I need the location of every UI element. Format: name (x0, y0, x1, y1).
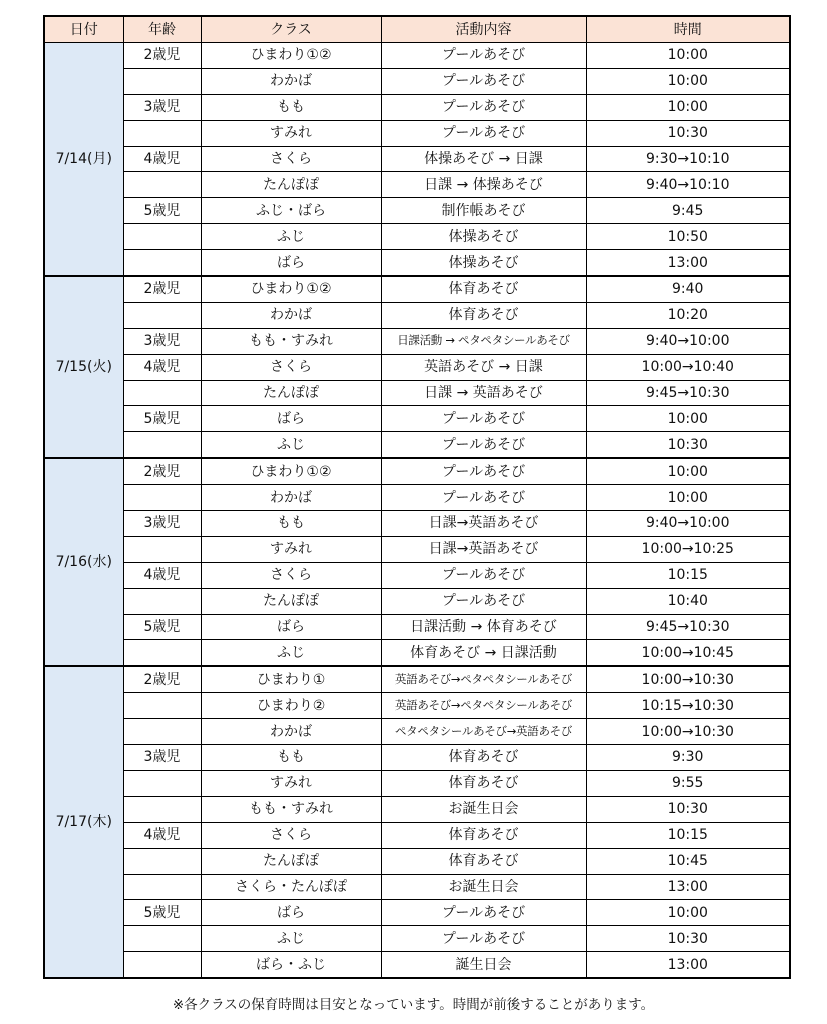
table-row (44, 68, 790, 94)
activity-cell: 日課→英語あそび (381, 511, 586, 537)
time-cell: 13:00 (586, 250, 790, 276)
activity-cell: お誕生日会 (381, 796, 586, 822)
activity-cell: 日課→英語あそび (381, 536, 586, 562)
activity-cell: プールあそび (381, 406, 586, 432)
activity-cell: プールあそび (381, 94, 586, 120)
age-cell (123, 250, 201, 276)
age-cell: 4歳児 (123, 562, 201, 588)
class-cell: ばら (201, 900, 381, 926)
table-row (44, 848, 790, 874)
class-cell: ばら (201, 614, 381, 640)
activity-cell: お誕生日会 (381, 874, 586, 900)
class-cell: ばら・ふじ (201, 952, 381, 978)
activity-cell: 体操あそび (381, 250, 586, 276)
time-cell: 10:20 (586, 302, 790, 328)
class-cell: もも・すみれ (201, 796, 381, 822)
class-cell: さくら (201, 354, 381, 380)
age-cell: 3歳児 (123, 511, 201, 537)
time-cell: 9:45→10:30 (586, 614, 790, 640)
time-cell: 13:00 (586, 952, 790, 978)
class-cell: たんぽぽ (201, 172, 381, 198)
time-cell: 10:00 (586, 900, 790, 926)
header-age: 年齢 (123, 16, 201, 43)
table-row (44, 198, 790, 224)
class-cell: わかば (201, 68, 381, 94)
time-cell: 9:40→10:00 (586, 328, 790, 354)
time-cell: 9:30 (586, 745, 790, 771)
class-cell: ひまわり① (201, 666, 381, 692)
table-row (44, 146, 790, 172)
time-cell: 9:45 (586, 198, 790, 224)
table-row (44, 588, 790, 614)
time-cell: 10:00→10:25 (586, 536, 790, 562)
table-row (44, 900, 790, 926)
activity-cell: 誕生日会 (381, 952, 586, 978)
class-cell: ひまわり② (201, 693, 381, 719)
table-row (44, 640, 790, 666)
time-cell: 10:00→10:30 (586, 666, 790, 692)
time-cell: 10:00 (586, 68, 790, 94)
time-cell: 9:40 (586, 276, 790, 302)
age-cell (123, 770, 201, 796)
time-cell: 10:00→10:40 (586, 354, 790, 380)
table-row (44, 43, 790, 69)
table-row (44, 511, 790, 537)
time-cell: 9:55 (586, 770, 790, 796)
age-cell: 3歳児 (123, 328, 201, 354)
time-cell: 9:40→10:00 (586, 511, 790, 537)
header-class: クラス (201, 16, 381, 43)
activity-cell: 体育あそび (381, 745, 586, 771)
table-row (44, 432, 790, 458)
age-cell (123, 432, 201, 458)
schedule-table (43, 15, 791, 979)
age-cell (123, 224, 201, 250)
age-cell (123, 796, 201, 822)
activity-cell: プールあそび (381, 900, 586, 926)
time-cell: 10:15→10:30 (586, 693, 790, 719)
class-cell: さくら (201, 562, 381, 588)
age-cell: 4歳児 (123, 822, 201, 848)
age-cell: 2歳児 (123, 43, 201, 69)
table-row (44, 328, 790, 354)
age-cell (123, 120, 201, 146)
time-cell: 9:40→10:10 (586, 172, 790, 198)
time-cell: 10:45 (586, 848, 790, 874)
table-row (44, 822, 790, 848)
table-row (44, 952, 790, 978)
class-cell: たんぽぽ (201, 588, 381, 614)
table-row (44, 94, 790, 120)
age-cell (123, 719, 201, 745)
time-cell: 10:15 (586, 562, 790, 588)
age-cell: 2歳児 (123, 666, 201, 692)
age-cell (123, 848, 201, 874)
time-cell: 10:30 (586, 120, 790, 146)
time-cell: 10:15 (586, 822, 790, 848)
age-cell: 4歳児 (123, 146, 201, 172)
age-cell: 2歳児 (123, 458, 201, 484)
table-row (44, 485, 790, 511)
age-cell (123, 172, 201, 198)
date-cell: 7/14(月) (44, 43, 123, 277)
time-cell: 10:00→10:45 (586, 640, 790, 666)
activity-cell: 日課 → 体操あそび (381, 172, 586, 198)
activity-cell: プールあそび (381, 926, 586, 952)
age-cell: 5歳児 (123, 406, 201, 432)
header-row (44, 16, 790, 43)
header-time: 時間 (586, 16, 790, 43)
time-cell: 10:00 (586, 94, 790, 120)
class-cell: すみれ (201, 536, 381, 562)
age-cell (123, 536, 201, 562)
table-row (44, 693, 790, 719)
activity-cell: 体育あそび (381, 302, 586, 328)
age-cell: 3歳児 (123, 94, 201, 120)
activity-cell: プールあそび (381, 43, 586, 69)
class-cell: たんぽぽ (201, 380, 381, 406)
table-row (44, 874, 790, 900)
age-cell (123, 302, 201, 328)
table-row (44, 250, 790, 276)
table-row (44, 796, 790, 822)
class-cell: すみれ (201, 120, 381, 146)
header-activity: 活動内容 (381, 16, 586, 43)
age-cell (123, 68, 201, 94)
time-cell: 10:50 (586, 224, 790, 250)
date-cell: 7/15(火) (44, 276, 123, 458)
age-cell (123, 693, 201, 719)
date-cell: 7/16(水) (44, 458, 123, 666)
class-cell: さくら (201, 146, 381, 172)
activity-cell: プールあそび (381, 120, 586, 146)
table-row (44, 614, 790, 640)
time-cell: 9:45→10:30 (586, 380, 790, 406)
activity-cell: 英語あそび→ペタペタシールあそび (381, 693, 586, 719)
activity-cell: 体育あそび (381, 770, 586, 796)
age-cell: 3歳児 (123, 745, 201, 771)
time-cell: 13:00 (586, 874, 790, 900)
class-cell: もも (201, 94, 381, 120)
header-date: 日付 (44, 16, 123, 43)
time-cell: 10:40 (586, 588, 790, 614)
time-cell: 10:30 (586, 796, 790, 822)
age-cell (123, 485, 201, 511)
activity-cell: 英語あそび→ペタペタシールあそび (381, 666, 586, 692)
activity-cell: 体操あそび (381, 224, 586, 250)
time-cell: 10:00 (586, 458, 790, 484)
time-cell: 10:00→10:30 (586, 719, 790, 745)
class-cell: さくら (201, 822, 381, 848)
class-cell: すみれ (201, 770, 381, 796)
age-cell: 5歳児 (123, 614, 201, 640)
activity-cell: 制作帳あそび (381, 198, 586, 224)
age-cell (123, 380, 201, 406)
activity-cell: 体育あそび → 日課活動 (381, 640, 586, 666)
class-cell: もも (201, 511, 381, 537)
class-cell: ばら (201, 406, 381, 432)
table-row (44, 406, 790, 432)
activity-cell: 日課活動 → ペタペタシールあそび (381, 328, 586, 354)
time-cell: 10:00 (586, 43, 790, 69)
time-cell: 10:30 (586, 432, 790, 458)
table-row (44, 458, 790, 484)
class-cell: ふじ・ばら (201, 198, 381, 224)
age-cell (123, 874, 201, 900)
class-cell: ふじ (201, 640, 381, 666)
age-cell (123, 926, 201, 952)
activity-cell: 日課活動 → 体育あそび (381, 614, 586, 640)
activity-cell: ペタペタシールあそび→英語あそび (381, 719, 586, 745)
activity-cell: プールあそび (381, 588, 586, 614)
table-row (44, 120, 790, 146)
activity-cell: 体育あそび (381, 822, 586, 848)
activity-cell: 体操あそび → 日課 (381, 146, 586, 172)
class-cell: ひまわり①② (201, 43, 381, 69)
class-cell: わかば (201, 302, 381, 328)
class-cell: さくら・たんぽぽ (201, 874, 381, 900)
table-row (44, 926, 790, 952)
class-cell: ばら (201, 250, 381, 276)
schedule-body (44, 43, 790, 979)
age-cell: 5歳児 (123, 198, 201, 224)
age-cell: 2歳児 (123, 276, 201, 302)
activity-cell: 日課 → 英語あそび (381, 380, 586, 406)
time-cell: 10:00 (586, 485, 790, 511)
activity-cell: 英語あそび → 日課 (381, 354, 586, 380)
table-row (44, 172, 790, 198)
time-cell: 9:30→10:10 (586, 146, 790, 172)
activity-cell: 体育あそび (381, 276, 586, 302)
table-row (44, 745, 790, 771)
age-cell: 5歳児 (123, 900, 201, 926)
class-cell: わかば (201, 719, 381, 745)
class-cell: たんぽぽ (201, 848, 381, 874)
activity-cell: プールあそび (381, 485, 586, 511)
class-cell: もも (201, 745, 381, 771)
activity-cell: プールあそび (381, 458, 586, 484)
table-row (44, 562, 790, 588)
class-cell: ひまわり①② (201, 276, 381, 302)
activity-cell: プールあそび (381, 68, 586, 94)
table-row (44, 770, 790, 796)
age-cell (123, 640, 201, 666)
activity-cell: 体育あそび (381, 848, 586, 874)
table-row (44, 354, 790, 380)
class-cell: ふじ (201, 432, 381, 458)
age-cell (123, 952, 201, 978)
table-row (44, 666, 790, 692)
class-cell: ひまわり①② (201, 458, 381, 484)
table-row (44, 276, 790, 302)
table-row (44, 224, 790, 250)
age-cell: 4歳児 (123, 354, 201, 380)
time-cell: 10:30 (586, 926, 790, 952)
table-row (44, 536, 790, 562)
class-cell: ふじ (201, 224, 381, 250)
age-cell (123, 588, 201, 614)
table-row (44, 380, 790, 406)
class-cell: もも・すみれ (201, 328, 381, 354)
table-row (44, 302, 790, 328)
class-cell: ふじ (201, 926, 381, 952)
activity-cell: プールあそび (381, 562, 586, 588)
date-cell: 7/17(木) (44, 666, 123, 978)
activity-cell: プールあそび (381, 432, 586, 458)
table-row (44, 719, 790, 745)
footnote: ※各クラスの保育時間は目安となっています。時間が前後することがあります。 (172, 997, 655, 1013)
class-cell: わかば (201, 485, 381, 511)
time-cell: 10:00 (586, 406, 790, 432)
